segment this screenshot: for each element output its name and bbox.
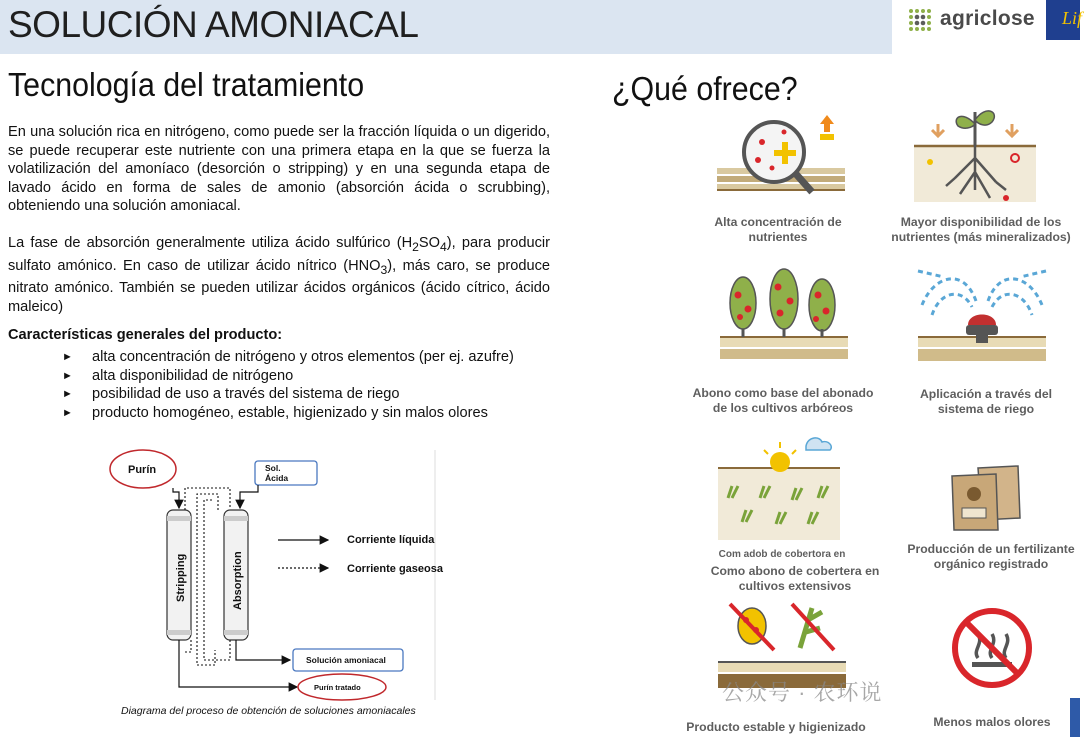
bullet-arrow-icon: ► (62, 351, 73, 363)
corner-accent (1070, 698, 1080, 737)
title-banner (0, 0, 892, 54)
agriclose-logo-text: agriclose (940, 7, 1035, 30)
paragraph-intro: En una solución rica en nitrógeno, como puede ser la fracción líquida o un digerido, se puede recuperar este nutriente con una primera etapa en la que se fuerza la volatilización del amoníaco (desorción o stripping) y en una segunda etapa de lavado ácido en forma de sales de amonio (absorción ácida o scrubbing), obteniendo una solución amoniacal. (8, 124, 550, 215)
liquid-legend: Corriente líquida (347, 534, 435, 546)
bullet-arrow-icon: ► (62, 369, 73, 382)
fruit-trees-icon (718, 265, 850, 380)
list-item: ► posibilidad de uso a través del sistema de riego (62, 386, 400, 403)
purin-label: Purín (128, 464, 157, 476)
acid-label-line2: Ácida (265, 473, 289, 483)
benefit-label-8: Menos malos olores (933, 715, 1051, 729)
benefit-label-2: Mayor disponibilidad de los nutrientes (más mineralizados) (891, 215, 1071, 245)
absorption-label: Absorption (232, 551, 244, 610)
stripping-label: Stripping (175, 553, 187, 602)
eu-life-logo (1046, 0, 1083, 40)
benefit-label-7: Producto estable y higienizado (686, 720, 866, 734)
diagram-caption: Diagrama del proceso de obtención de soluciones amoniacales (121, 705, 416, 717)
paragraph-absorption: La fase de absorción generalmente utiliza ácido sulfúrico $(H_2SO_4)$, para producir sulfato amónico. En caso de utilizar ácido nítrico $(HNO_3)$, más caro, se produce nitrato amónico. También se pueden utilizar ácidos orgánicos (ácido cítrico, ácido maleico) (8, 235, 550, 315)
benefit-small-label-5: Com adob de cobertora en (718, 549, 846, 560)
list-item: ► alta concentración de nitrógeno y otros elementos (per ej. azufre) (62, 349, 514, 365)
bullet-arrow-icon: ► (62, 407, 73, 420)
treated-output-label: Purín tratado (314, 683, 361, 692)
benefit-label-4: Aplicación a través del sistema de riego (919, 387, 1053, 417)
crop-field-icon (716, 428, 842, 543)
acid-label-line1: Sol. (265, 463, 281, 473)
features-heading: Características generales del producto: (8, 327, 283, 343)
solution-output-label: Solución amoniacal (306, 655, 386, 665)
list-item: ► producto homogéneo, estable, higienizado y sin malos olores (62, 405, 488, 422)
section-heading-offers: ¿Qué ofrece? (612, 70, 798, 107)
no-odor-icon (950, 606, 1034, 690)
magnifier-nutrients-icon (712, 110, 852, 210)
plant-roots-icon (910, 102, 1040, 210)
features-list (60, 348, 514, 423)
benefit-label-5: Como abono de cobertera en cultivos extensivos (710, 564, 880, 594)
list-item: ► alta disponibilidad de nitrógeno (62, 367, 294, 384)
section-heading-technology: Tecnología del tratamiento (8, 66, 365, 103)
eu-logo-text: Lif (1062, 8, 1083, 28)
agriclose-logo-icon (906, 6, 936, 36)
bullet-arrow-icon: ► (62, 388, 73, 401)
benefit-label-3: Abono como base del abonado de los cultivos arbóreos (692, 386, 874, 416)
gas-legend: Corriente gaseosa (347, 563, 443, 575)
watermark: 公众号 · 农环说 (722, 680, 883, 705)
fertilizer-bags-icon (948, 460, 1024, 532)
process-diagram (100, 450, 490, 730)
page-title: SOLUCIÓN AMONIACAL (8, 4, 419, 45)
benefit-label-1: Alta concentración de nutrientes (714, 215, 842, 245)
sprinkler-icon (914, 265, 1050, 380)
benefit-label-6: Producción de un fertilizante orgánico registrado (907, 542, 1075, 572)
